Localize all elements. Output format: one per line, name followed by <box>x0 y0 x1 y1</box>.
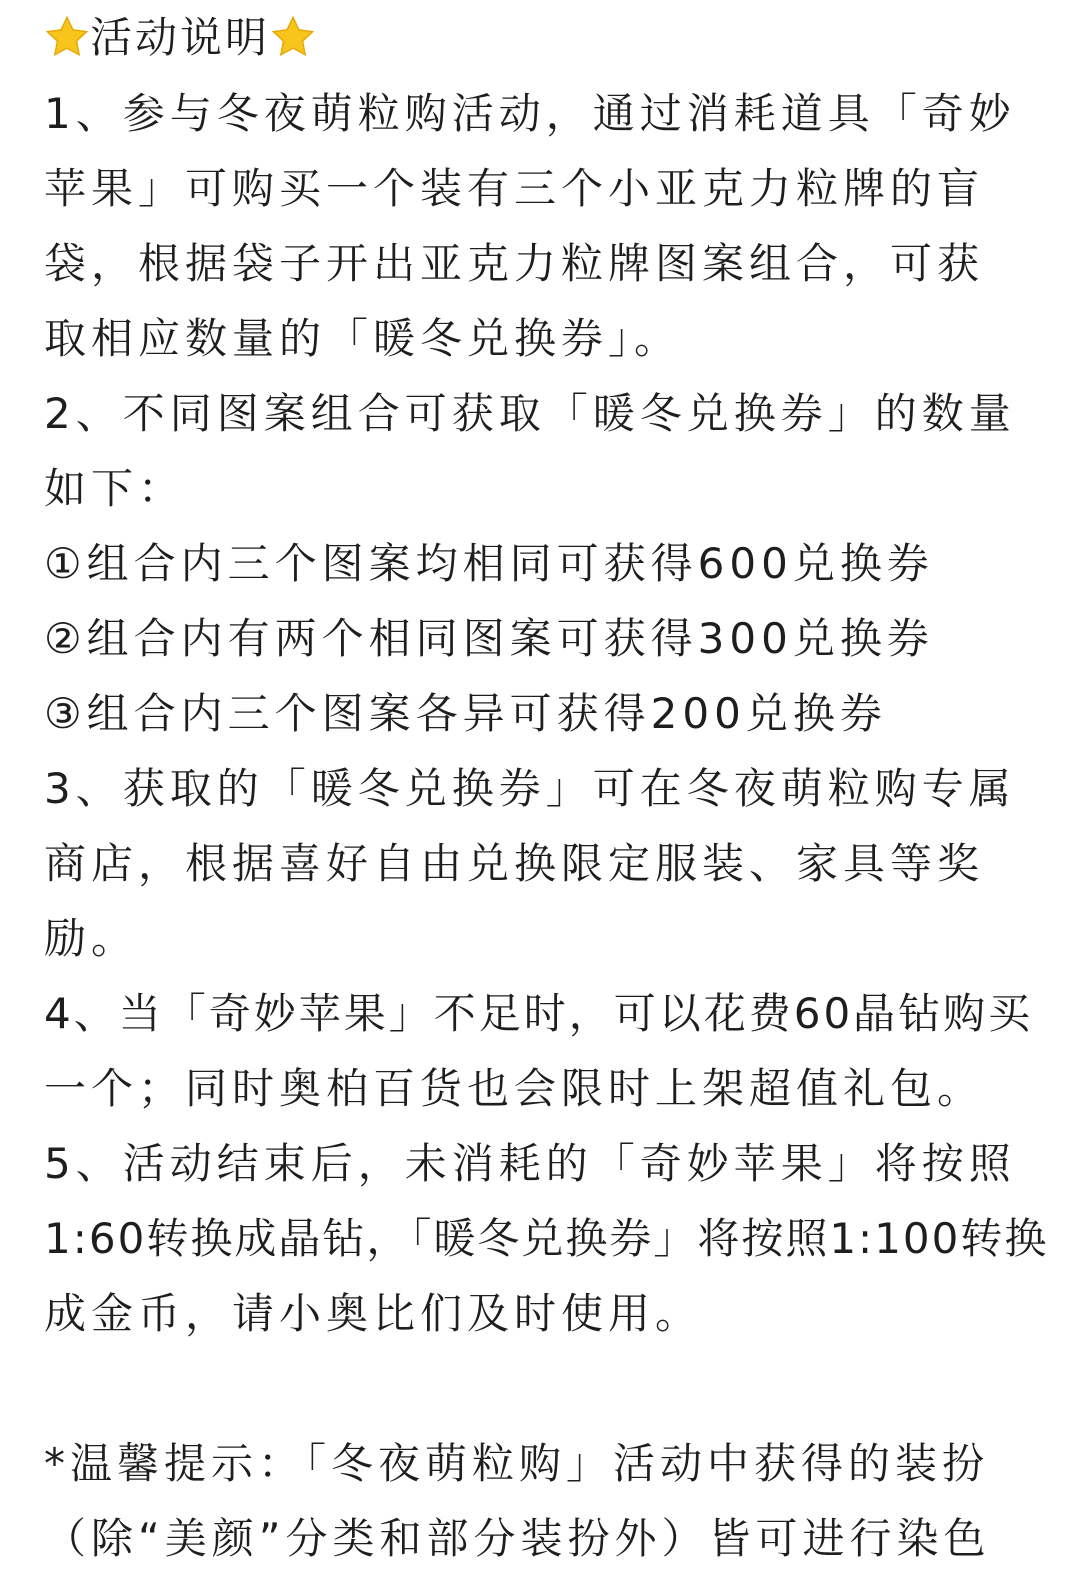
rule-5-line-2: 1:60转换成晶钻，「暖冬兑换券」将按照1:100转换 <box>44 1214 1049 1263</box>
star-icon <box>44 14 90 60</box>
rule-3-line-2: 商店，根据喜好自由兑换限定服装、家具等奖 <box>44 839 985 888</box>
rule-5-line-3: 成金币，请小奥比们及时使用。 <box>44 1289 703 1338</box>
combo-item-2: ②组合内有两个相同图案可获得300兑换券 <box>44 614 934 663</box>
rule-5-line-1: 5、活动结束后，未消耗的「奇妙苹果」将按照 <box>44 1139 1016 1188</box>
rule-2-line-2: 如下： <box>44 464 186 513</box>
rule-1-line-3: 袋，根据袋子开出亚克力粒牌图案组合，可获 <box>44 239 985 288</box>
combo-item-1: ①组合内三个图案均相同可获得600兑换券 <box>44 539 934 588</box>
rule-3-line-1: 3、获取的「暖冬兑换券」可在冬夜萌粒购专属 <box>44 764 1016 813</box>
rule-1-line-2: 苹果」可购买一个装有三个小亚克力粒牌的盲 <box>44 164 985 213</box>
tip-line-2: （除“美颜”分类和部分装扮外）皆可进行染色 <box>44 1514 991 1563</box>
title-row <box>44 10 1040 66</box>
rule-4-line-2: 一个；同时奥柏百货也会限时上架超值礼包。 <box>44 1064 985 1113</box>
rule-4-line-1: 4、当「奇妙苹果」不足时，可以花费60晶钻购买 <box>44 989 1034 1038</box>
rule-2-line-1: 2、不同图案组合可获取「暖冬兑换券」的数量 <box>44 389 1016 438</box>
combo-item-3: ③组合内三个图案各异可获得200兑换券 <box>44 689 887 738</box>
rule-3-line-3: 励。 <box>44 914 139 963</box>
star-icon <box>270 14 316 60</box>
rule-1-line-4: 取相应数量的「暖冬兑换券」。 <box>44 314 682 363</box>
page-title: 活动说明 <box>90 13 271 62</box>
rule-1-line-1: 1、参与冬夜萌粒购活动，通过消耗道具「奇妙 <box>44 89 1016 138</box>
tip-line-1: *温馨提示：「冬夜萌粒购」活动中获得的装扮 <box>44 1439 990 1488</box>
